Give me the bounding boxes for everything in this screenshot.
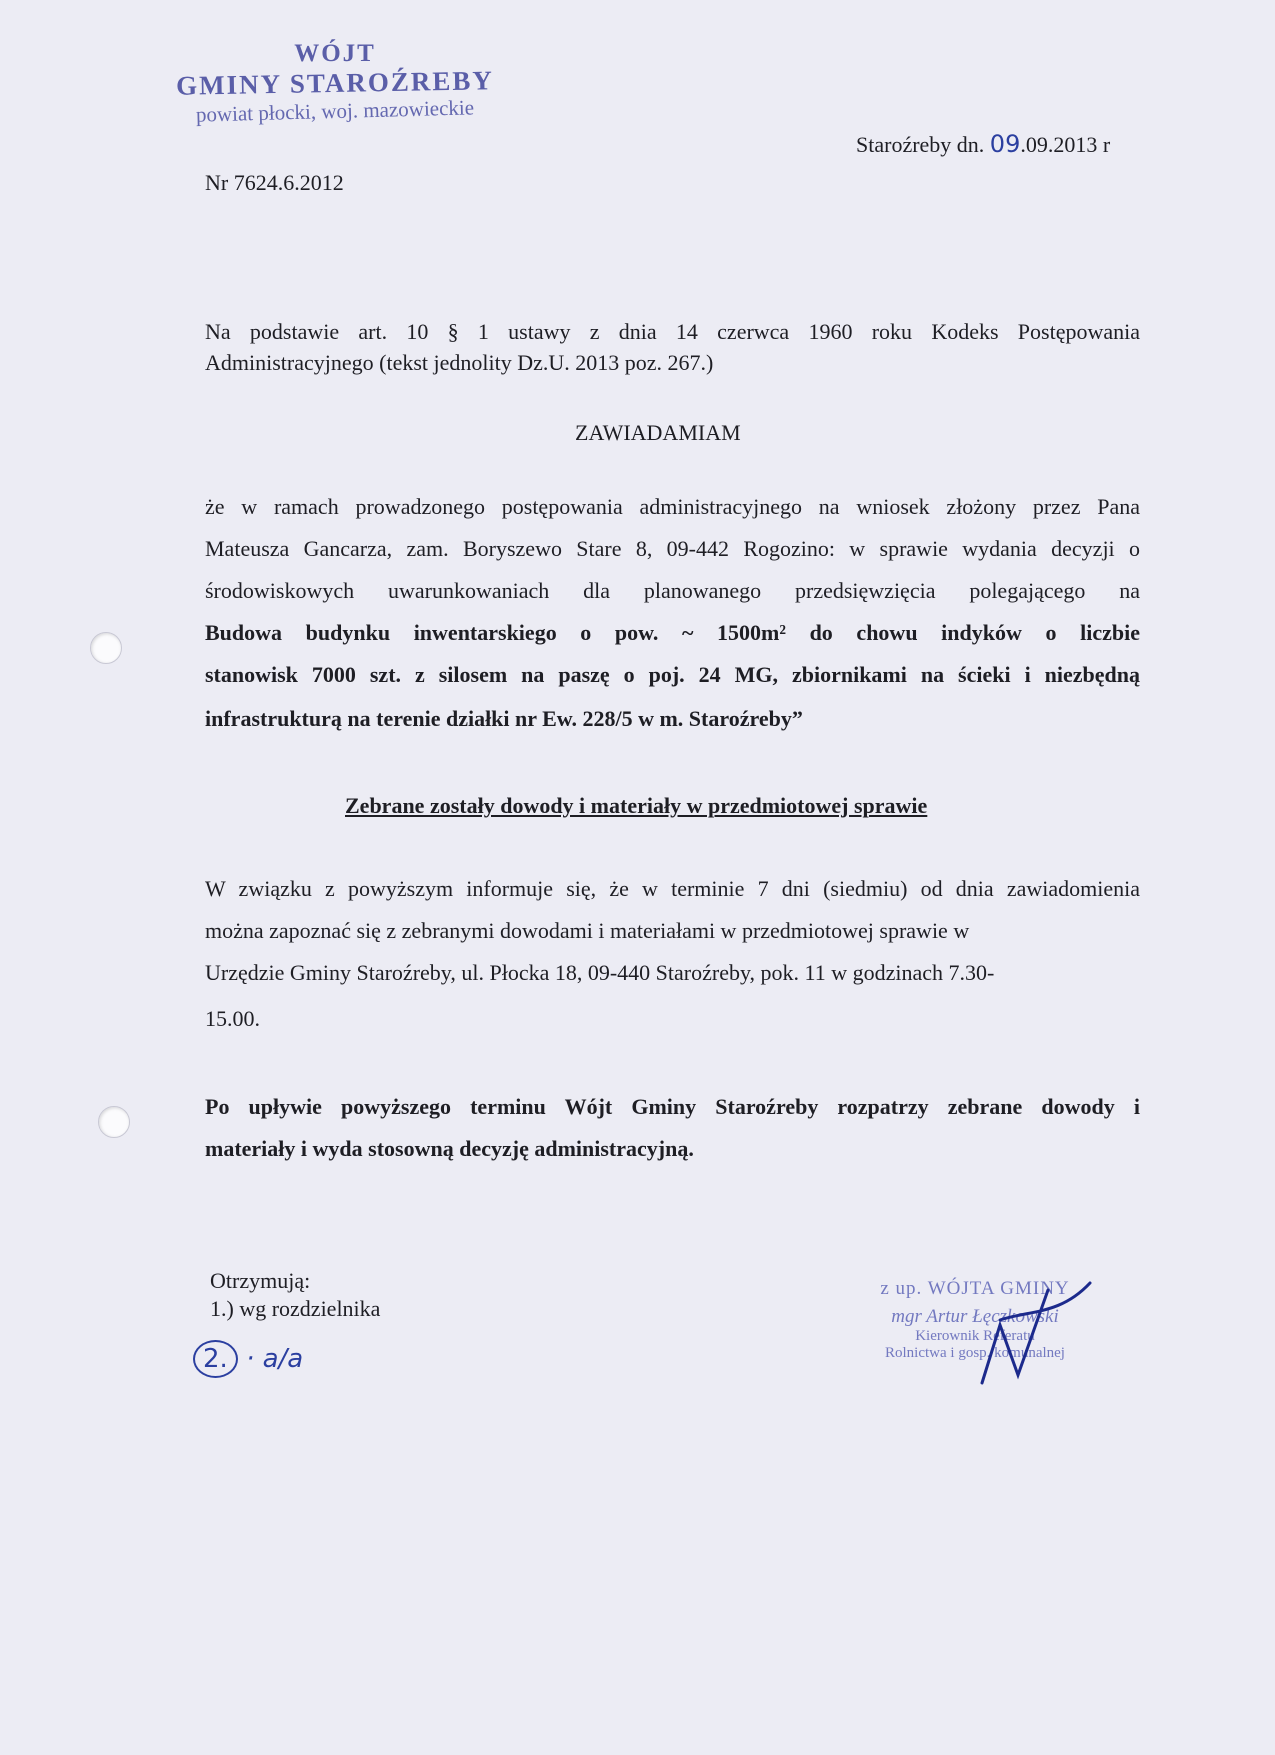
body-line: środowiskowych uwarunkowaniach dla planowanego przedsięwzięcia polegającego na <box>205 578 1140 603</box>
evidence-subheading: Zebrane zostały dowody i materiały w przedmiotowej sprawie <box>345 793 928 818</box>
body-line: W związku z powyższym informuje się, że w terminie 7 dni (siedmiu) od dnia zawiadomienia <box>205 876 1140 901</box>
reference-number: Nr 7624.6.2012 <box>205 170 344 195</box>
office-stamp <box>150 40 520 127</box>
body-line: Urzędzie Gminy Staroźreby, ul. Płocka 18, 09-440 Staroźreby, pok. 11 w godzinach 7.30- <box>205 960 995 985</box>
closing-line: Po upływie powyższego terminu Wójt Gminy Staroźreby rozpatrzy zebrane dowody i <box>205 1094 1140 1119</box>
project-description-line: infrastrukturą na terenie działki nr Ew. 228/5 w m. Staroźreby” <box>205 706 803 731</box>
date-prefix: Staroźreby dn. <box>856 132 985 157</box>
closing-line: materiały i wyda stosowną decyzję administracyjną. <box>205 1136 694 1161</box>
document-date <box>856 130 1110 159</box>
intro-line: Administracyjnego (tekst jednolity Dz.U. 2013 poz. 267.) <box>205 350 714 375</box>
stamp-line-2: GMINY STAROŹREBY <box>175 65 495 101</box>
body-line: można zapoznać się z zebranymi dowodami i materiałami w przedmiotowej sprawie w <box>205 918 970 943</box>
body-line: że w ramach prowadzonego postępowania administracyjnego na wniosek złożony przez Pana <box>205 494 1140 519</box>
signature-stamp-line-4: Rolnictwa i gosp. komunalnej <box>885 1345 1065 1361</box>
signature-stamp-line-3: Kierownik Referatu <box>915 1328 1035 1344</box>
body-line: 15.00. <box>205 1006 260 1031</box>
punch-hole-icon <box>98 1106 130 1138</box>
handwritten-note: · a/a <box>246 1344 304 1374</box>
signature-stamp-line-1: z up. WÓJTA GMINY <box>880 1278 1070 1299</box>
handwritten-recipient-note <box>193 1340 303 1378</box>
stamp-line-3: powiat płocki, woj. mazowieckie <box>195 95 475 127</box>
punch-hole-icon <box>90 632 122 664</box>
recipients-label: Otrzymują: <box>210 1268 311 1293</box>
body-line: Mateusza Gancarza, zam. Boryszewo Stare 8, 09-442 Rogozino: w sprawie wydania decyzji o <box>205 536 1140 561</box>
handwritten-number: 2. <box>193 1340 238 1378</box>
project-description-line: stanowisk 7000 szt. z silosem na paszę o poj. 24 MG, zbiornikami na ścieki i niezbędną <box>205 662 1140 687</box>
date-day-handwritten: 09 <box>989 130 1021 158</box>
recipients-item: 1.) wg rozdzielnika <box>210 1296 381 1321</box>
notice-heading: ZAWIADAMIAM <box>575 420 741 445</box>
handwritten-signature <box>960 1275 1100 1395</box>
date-suffix: .09.2013 r <box>1020 132 1111 157</box>
project-description-line: Budowa budynku inwentarskiego o pow. ~ 1500m² do chowu indyków o liczbie <box>205 620 1140 645</box>
signature-stamp-line-2: mgr Artur Łęczkowski <box>891 1306 1059 1327</box>
intro-line: Na podstawie art. 10 § 1 ustawy z dnia 14 czerwca 1960 roku Kodeks Postępowania <box>205 319 1140 344</box>
stamp-line-1: WÓJT <box>294 40 376 67</box>
